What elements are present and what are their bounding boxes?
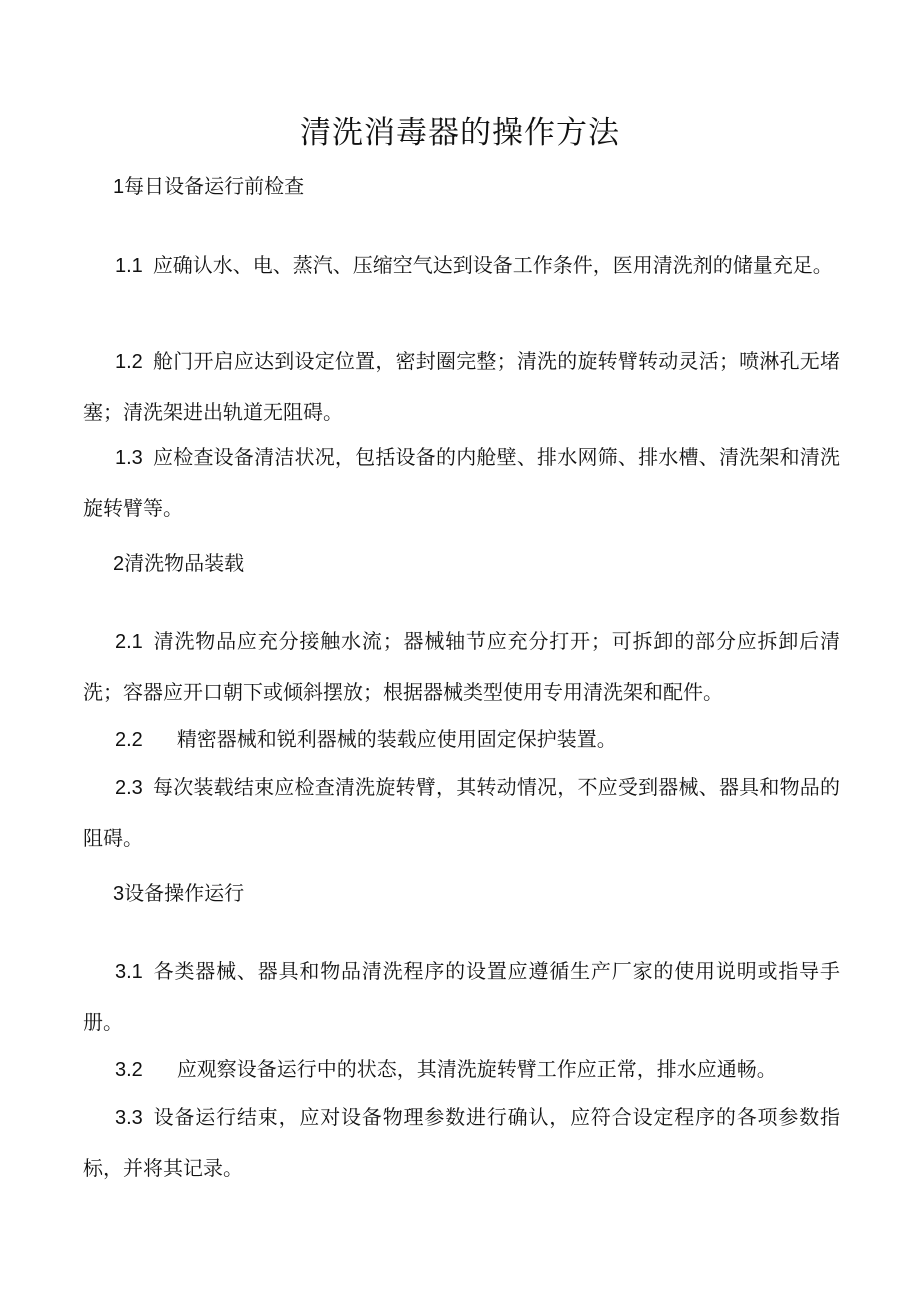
item-text: 各类器械、器具和物品清洗程序的设置应遵循生产厂家的使用说明或指导手册。 bbox=[83, 959, 840, 1034]
paragraph-1-3 bbox=[83, 432, 840, 533]
item-number: 2.1 bbox=[115, 631, 143, 653]
section-heading-3 bbox=[113, 879, 244, 908]
item-number: 2.2 bbox=[115, 729, 143, 751]
paragraph-3-1 bbox=[83, 946, 840, 1047]
item-text: 设备运行结束，应对设备物理参数进行确认，应符合设定程序的各项参数指标，并将其记录。 bbox=[83, 1105, 840, 1180]
item-text: 精密器械和锐利器械的装载应使用固定保护装置。 bbox=[176, 727, 617, 751]
section-number: 3 bbox=[113, 883, 125, 905]
document-title: 清洗消毒器的操作方法 bbox=[300, 115, 620, 151]
section-title: 每日设备运行前检查 bbox=[124, 174, 305, 198]
paragraph-2-1 bbox=[83, 616, 840, 717]
paragraph-3-3 bbox=[83, 1092, 840, 1193]
item-text: 每次装载结束应检查清洗旋转臂，其转动情况，不应受到器械、器具和物品的阻碍。 bbox=[83, 775, 840, 850]
item-number: 1.3 bbox=[115, 447, 143, 469]
item-number: 1.2 bbox=[115, 351, 143, 373]
section-heading-2 bbox=[113, 549, 244, 578]
item-number: 3.2 bbox=[115, 1059, 143, 1081]
item-number: 3.1 bbox=[115, 961, 143, 983]
paragraph-2-2 bbox=[83, 714, 840, 765]
section-title: 设备操作运行 bbox=[124, 881, 245, 905]
section-number: 1 bbox=[113, 176, 125, 198]
item-text: 应检查设备清洁状况，包括设备的内舱壁、排水网筛、排水槽、清洗架和清洗旋转臂等。 bbox=[83, 445, 840, 520]
paragraph-1-1 bbox=[83, 240, 840, 291]
section-number: 2 bbox=[113, 553, 125, 575]
paragraph-2-3 bbox=[83, 762, 840, 863]
item-number: 1.1 bbox=[115, 255, 143, 277]
item-text: 舱门开启应达到设定位置，密封圈完整；清洗的旋转臂转动灵活；喷淋孔无堵塞；清洗架进出轨道无阻碍。 bbox=[83, 349, 840, 424]
section-heading-1 bbox=[113, 172, 304, 201]
item-text: 应确认水、电、蒸汽、压缩空气达到设备工作条件，医用清洗剂的储量充足。 bbox=[152, 253, 833, 277]
item-text: 应观察设备运行中的状态，其清洗旋转臂工作应正常，排水应通畅。 bbox=[176, 1057, 777, 1081]
item-number: 2.3 bbox=[115, 777, 143, 799]
paragraph-3-2 bbox=[83, 1044, 840, 1095]
item-number: 3.3 bbox=[115, 1107, 143, 1129]
section-title: 清洗物品装载 bbox=[124, 551, 245, 575]
item-text: 清洗物品应充分接触水流；器械轴节应充分打开；可拆卸的部分应拆卸后清洗；容器应开口朝下或倾斜摆放；根据器械类型使用专用清洗架和配件。 bbox=[83, 629, 840, 704]
paragraph-1-2 bbox=[83, 336, 840, 437]
